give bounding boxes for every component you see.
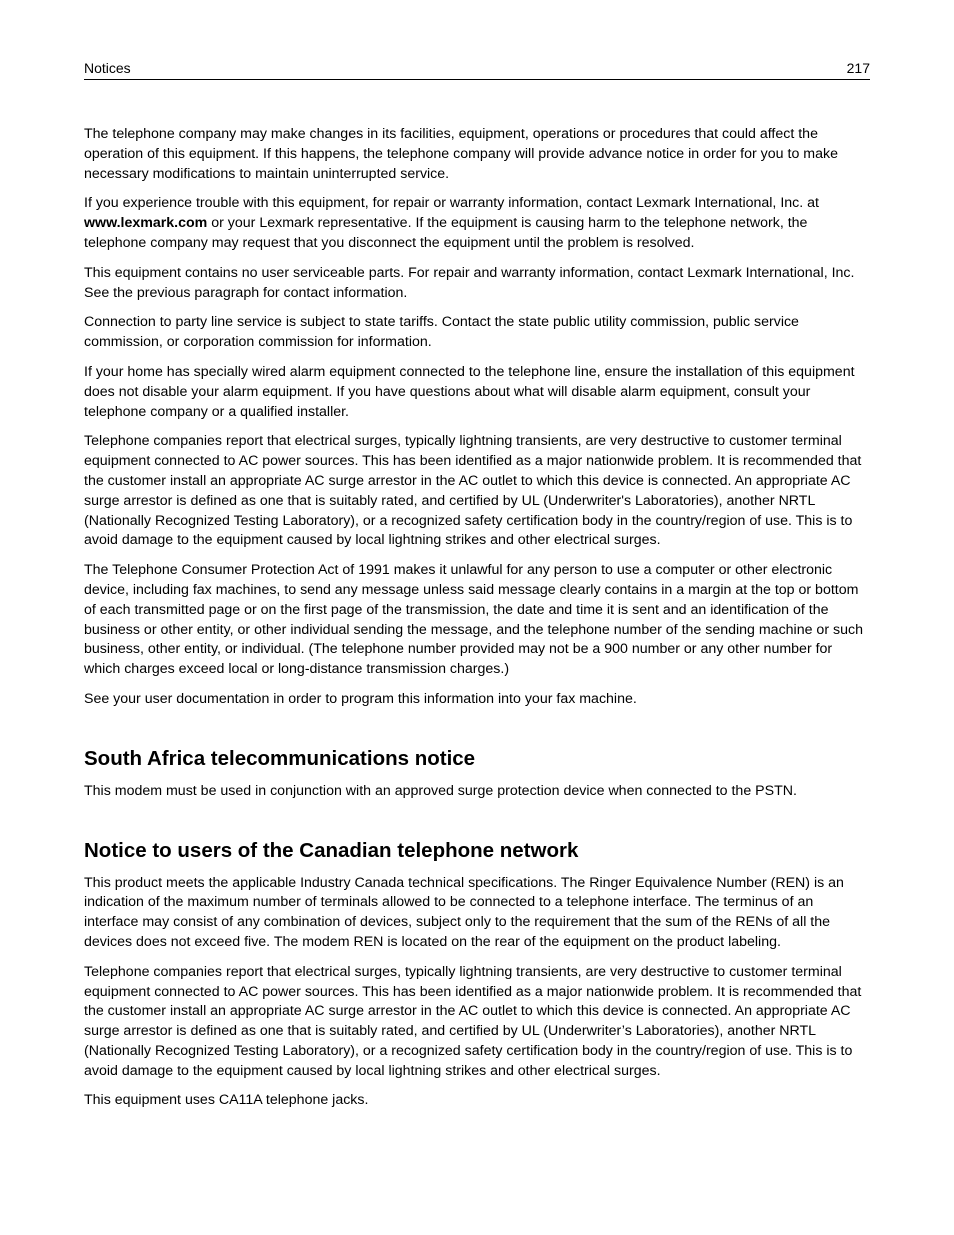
paragraph: If your home has specially wired alarm equipment connected to the telephone line, ensure the installation of this equipment does not disable your alarm equipment. If you have questions about what will disable alarm equipment, consult your telephone company or a qualified installer. (84, 363, 855, 420)
lexmark-website-link[interactable]: www.lexmark.com (84, 215, 208, 232)
paragraph: This equipment contains no user serviceable parts. For repair and warranty information, contact Lexmark International, Inc. See the previous paragraph for contact information. (84, 264, 855, 301)
page-content (84, 125, 870, 1121)
paragraph: Connection to party line service is subject to state tariffs. Contact the state public utility commission, public service commission, or corporation commission for information. (84, 314, 799, 351)
paragraph-contact (84, 194, 870, 253)
paragraph-text: or your Lexmark representative. If the equipment is causing harm to the telephone network, the telephone company may request that you disconnect the equipment until the problem is resolved. (84, 215, 808, 251)
section-heading-canada: Notice to users of the Canadian telephone network (84, 838, 579, 862)
page-number: 217 (846, 60, 870, 76)
paragraph: Telephone companies report that electrical surges, typically lightning transients, are very destructive to customer terminal equipment connected to AC power sources. This has been identified as a major nationwide problem. It is recommended that the customer install an appropriate AC surge arrestor in the AC outlet to which this device is connected. An appropriate AC surge arrestor is defined as one that is suitably rated, and certified by UL (Underwriter’s Laboratories), another NRTL (Nationally Recognized Testing Laboratory), or a recognized safety certification body in the country/region of use. This is to avoid damage to the equipment caused by local lightning strikes and other electrical surges. (84, 963, 862, 1079)
paragraph: See your user documentation in order to program this information into your fax machine. (84, 690, 637, 707)
page-header (84, 58, 870, 80)
paragraph: This equipment uses CA11A telephone jacks. (84, 1092, 369, 1109)
header-section-title: Notices (84, 60, 131, 76)
paragraph: This modem must be used in conjunction with an approved surge protection device when connected to the PSTN. (84, 782, 797, 799)
section-heading-south-africa: South Africa telecommunications notice (84, 746, 476, 770)
paragraph: The telephone company may make changes in its facilities, equipment, operations or procedures that could affect the operation of this equipment. If this happens, the telephone company will provide advance notice in order for you to make necessary modifications to maintain uninterrupted service. (84, 126, 838, 182)
paragraph-text: If you experience trouble with this equipment, for repair or warranty information, contact Lexmark International, Inc. at (84, 195, 819, 212)
paragraph: The Telephone Consumer Protection Act of 1991 makes it unlawful for any person to use a computer or other electronic device, including fax machines, to send any message unless said message clearly contains in a margin at the top or bottom of each transmitted page or on the first page of the transmission, the date and time it is sent and an identification of the business or other entity, or other individual sending the message, and the telephone number of the sending machine or such business, other entity, or individual. (The telephone number provided may not be a 900 number or any other number for which charges exceed local or long-distance transmission charges.) (84, 562, 863, 678)
paragraph: This product meets the applicable Industry Canada technical specifications. The Ringer Equivalence Number (REN) is an indication of the maximum number of terminals allowed to be connected to a telephone interface. The terminus of an interface may consist of any combination of devices, subject only to the requirement that the sum of the RENs of all the devices does not exceed five. The modem REN is located on the rear of the equipment on the product labeling. (84, 874, 844, 950)
paragraph: Telephone companies report that electrical surges, typically lightning transients, are very destructive to customer terminal equipment connected to AC power sources. This has been identified as a major nationwide problem. It is recommended that the customer install an appropriate AC surge arrestor in the AC outlet to which this device is connected. An appropriate AC surge arrestor is defined as one that is suitably rated, and certified by UL (Underwriter's Laboratories), another NRTL (Nationally Recognized Testing Laboratory), or a recognized safety certification body in the country/region of use. This is to avoid damage to the equipment caused by local lightning strikes and other electrical surges. (84, 433, 862, 549)
